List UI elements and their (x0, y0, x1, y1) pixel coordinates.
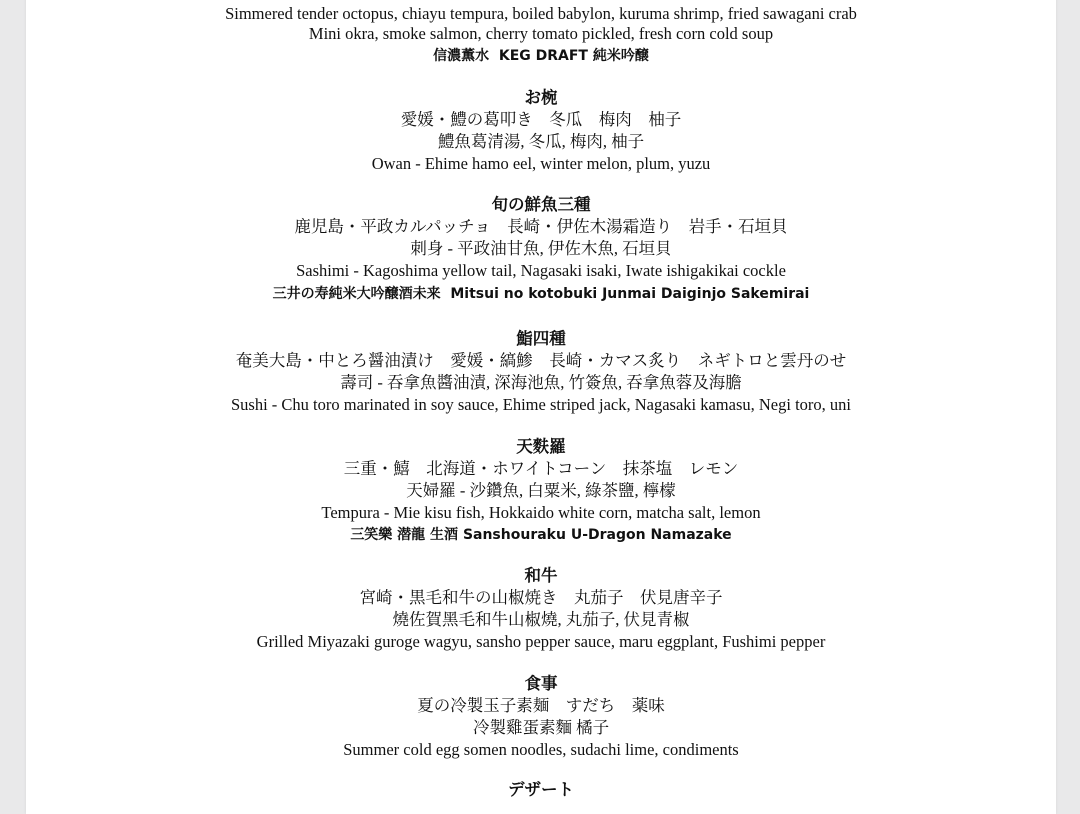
tempura-sake-pairing (26, 525, 1056, 545)
sushi-heading: 鮨四種 (516, 329, 566, 348)
intro-sake-jp: 信濃薫水 (433, 48, 490, 64)
menu-page (26, 0, 1056, 814)
wagyu-en: Grilled Miyazaki guroge wagyu, sansho pepper sauce, maru eggplant, Fushimi pepper (256, 632, 826, 651)
intro-description-en-2: Mini okra, smoke salmon, cherry tomato pickled, fresh corn cold soup (308, 24, 774, 43)
shokuji-zh: 冷製雞蛋素麵 橘子 (472, 718, 610, 737)
tempura-jp: 三重・鱚 北海道・ホワイトコーン 抹茶塩 レモン (343, 459, 739, 478)
shokuji-en: Summer cold egg somen noodles, sudachi lime, condiments (343, 740, 739, 759)
sushi-en: Sushi - Chu toro marinated in soy sauce, Ehime striped jack, Nagasaki kamasu, Negi toro, uni (231, 395, 851, 414)
sushi-zh: 壽司 - 吞拿魚醬油漬, 深海池魚, 竹簽魚, 吞拿魚蓉及海膽 (340, 373, 742, 392)
wagyu-heading: 和牛 (524, 566, 558, 585)
dessert-heading: デザート (508, 780, 574, 799)
owan-zh: 鱧魚葛清湯, 冬瓜, 梅肉, 柚子 (437, 132, 645, 151)
shokuji-heading: 食事 (524, 674, 558, 693)
tempura-sake-en: Sanshouraku U-Dragon Namazake (462, 527, 732, 543)
sashimi-sake-jp: 三井の寿純米大吟醸酒未来 (272, 286, 441, 302)
sashimi-en: Sashimi - Kagoshima yellow tail, Nagasaki isaki, Iwate ishigakikai cockle (296, 261, 786, 280)
tempura-en: Tempura - Mie kisu fish, Hokkaido white corn, matcha salt, lemon (321, 503, 761, 522)
sashimi-jp: 鹿児島・平政カルパッチョ 長崎・伊佐木湯霜造り 岩手・石垣貝 (294, 217, 788, 236)
sashimi-sake-en: Mitsui no kotobuki Junmai Daiginjo Sakemirai (450, 286, 810, 302)
owan-en: Owan - Ehime hamo eel, winter melon, plum, yuzu (371, 154, 711, 173)
tempura-zh: 天婦羅 - 沙鑽魚, 白粟米, 綠茶鹽, 檸檬 (406, 481, 676, 500)
owan-heading: お椀 (524, 88, 558, 107)
sashimi-sake-pairing (26, 284, 1056, 304)
intro-description-en: Simmered tender octopus, chiayu tempura, boiled babylon, kuruma shrimp, fried sawagani crab (225, 4, 857, 23)
wagyu-zh: 燒佐賀黑毛和牛山椒燒, 丸茄子, 伏見青椒 (392, 610, 690, 629)
intro-sake-en: KEG DRAFT 純米吟醸 (498, 48, 649, 64)
wagyu-jp: 宮崎・黒毛和牛の山椒焼き 丸茄子 伏見唐辛子 (359, 588, 723, 607)
tempura-heading: 天麩羅 (516, 437, 566, 456)
sashimi-heading: 旬の鮮魚三種 (491, 195, 591, 214)
intro-sake-pairing (26, 46, 1056, 66)
sashimi-zh: 刺身 - 平政油甘魚, 伊佐木魚, 石垣貝 (410, 239, 672, 258)
shokuji-jp: 夏の冷製玉子素麺 すだち 薬味 (417, 696, 665, 715)
sushi-jp: 奄美大島・中とろ醤油漬け 愛媛・縞鯵 長崎・カマス炙り ネギトロと雲丹のせ (235, 351, 847, 370)
tempura-sake-jp: 三笑樂 潜龍 生酒 (350, 527, 459, 543)
owan-jp: 愛媛・鱧の葛叩き 冬瓜 梅肉 柚子 (400, 110, 682, 129)
